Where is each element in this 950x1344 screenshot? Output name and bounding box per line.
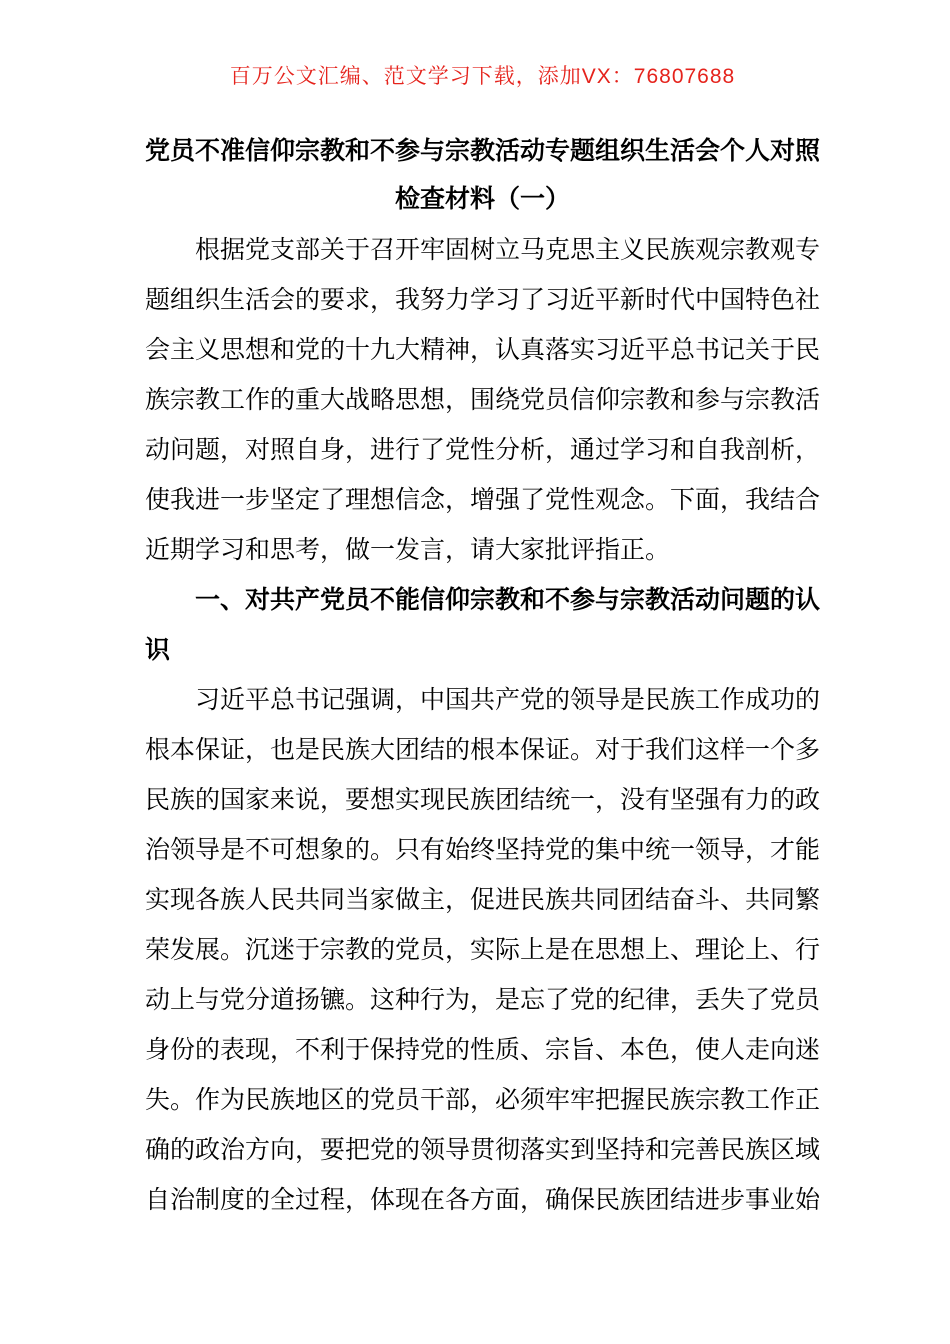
text-line: 身份的表现，不利于保持党的性质、宗旨、本色，使人走向迷 bbox=[145, 1036, 820, 1064]
text-line: 族宗教工作的重大战略思想，围绕党员信仰宗教和参与宗教活 bbox=[145, 386, 820, 414]
text-line: 确的政治方向，要把党的领导贯彻落实到坚持和完善民族区域 bbox=[145, 1136, 820, 1164]
text-line: 实现各族人民共同当家做主，促进民族共同团结奋斗、共同繁 bbox=[145, 886, 820, 914]
heading-line: 一、对共产党员不能信仰宗教和不参与宗教活动问题的认 bbox=[195, 586, 820, 614]
text-line: 失。作为民族地区的党员干部，必须牢牢把握民族宗教工作正 bbox=[145, 1086, 820, 1114]
document-title bbox=[145, 127, 820, 223]
text-line: 会主义思想和党的十九大精神，认真落实习近平总书记关于民 bbox=[145, 336, 820, 364]
text-line: 题组织生活会的要求，我努力学习了习近平新时代中国特色社 bbox=[145, 286, 820, 314]
text-line: 根据党支部关于召开牢固树立马克思主义民族观宗教观专 bbox=[195, 236, 820, 264]
document-body bbox=[145, 225, 820, 1225]
text-line: 治领导是不可想象的。只有始终坚持党的集中统一领导，才能 bbox=[145, 836, 820, 864]
text-line: 自治制度的全过程，体现在各方面，确保民族团结进步事业始 bbox=[145, 1186, 820, 1214]
heading-line: 识 bbox=[145, 636, 171, 664]
title-line-1: 党员不准信仰宗教和不参与宗教活动专题组织生活会个人对照 bbox=[145, 137, 821, 165]
title-line-2: 检查材料（一） bbox=[394, 185, 570, 213]
text-line: 近期学习和思考，做一发言，请大家批评指正。 bbox=[145, 536, 671, 564]
text-line: 动问题，对照自身，进行了党性分析，通过学习和自我剖析， bbox=[145, 436, 820, 464]
text-line: 民族的国家来说，要想实现民族团结统一，没有坚强有力的政 bbox=[145, 786, 820, 814]
text-line: 荣发展。沉迷于宗教的党员，实际上是在思想上、理论上、行 bbox=[145, 936, 820, 964]
text-line: 动上与党分道扬镳。这种行为，是忘了党的纪律，丢失了党员 bbox=[145, 986, 820, 1014]
text-line: 使我进一步坚定了理想信念，增强了党性观念。下面，我结合 bbox=[145, 486, 820, 514]
text-line: 习近平总书记强调，中国共产党的领导是民族工作成功的 bbox=[195, 686, 820, 714]
watermark-text: 百万公文汇编、范文学习下载，添加VX：76807688 bbox=[229, 65, 736, 88]
text-line: 根本保证，也是民族大团结的根本保证。对于我们这样一个多 bbox=[145, 736, 820, 764]
